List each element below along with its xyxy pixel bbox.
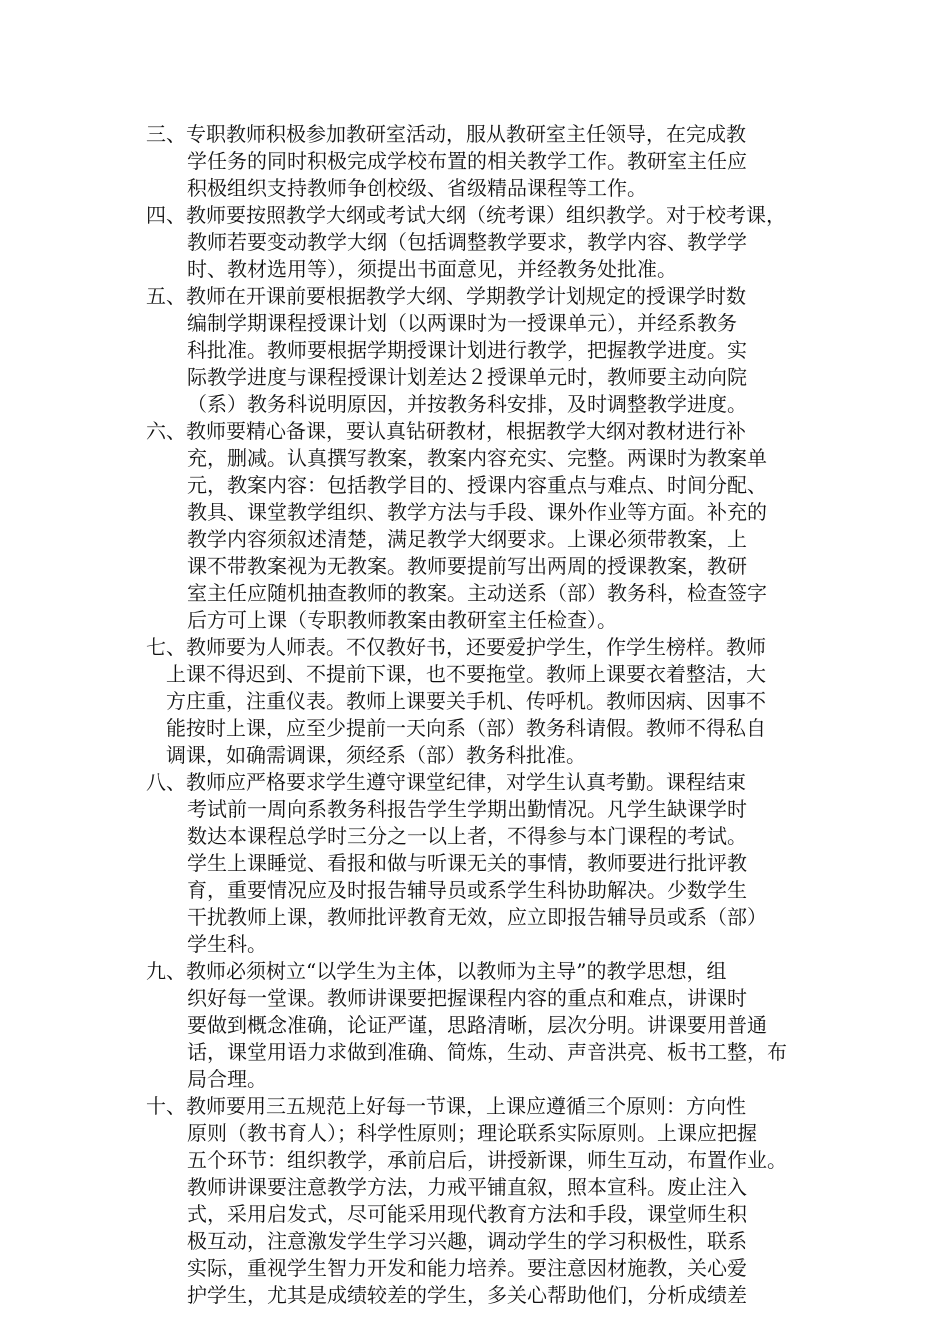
section-6-line-3 <box>0 471 950 499</box>
body-text: 后方可上课（专职教师教案由教研室主任检查）。 <box>187 608 617 632</box>
section-9-line-4 <box>0 1038 950 1066</box>
body-text: 际教学进度与课程授课计划差达２授课单元时，教师要主动向院 <box>187 365 747 389</box>
section-10-line-3 <box>0 1146 950 1174</box>
section-3-line-2 <box>0 147 950 175</box>
body-text: 方庄重，注重仪表。教师上课要关手机、传呼机。教师因病、因事不 <box>166 689 766 713</box>
section-6-line-7 <box>0 579 950 607</box>
body-text: 科批准。教师要根据学期授课计划进行教学，把握教学进度。实 <box>187 338 747 362</box>
body-text: 织好每一堂课。教师讲课要把握课程内容的重点和难点，讲课时 <box>187 986 747 1010</box>
section-5-line-2 <box>0 309 950 337</box>
section-6-line-8 <box>0 606 950 634</box>
body-text: 护学生，尤其是成绩较差的学生，多关心帮助他们，分析成绩差 <box>187 1283 747 1307</box>
section-8-heading-text: 八、教师应严格要求学生遵守课堂纪律，对学生认真考勤。课程结束 <box>146 770 746 794</box>
section-7-line-1 <box>0 633 950 661</box>
section-3-line-1 <box>0 120 950 148</box>
section-4-line-2 <box>0 228 950 256</box>
body-text: 上课不得迟到、不提前下课，也不要拖堂。教师上课要衣着整洁，大 <box>166 662 766 686</box>
section-9-heading-text: 九、教师必须树立“以学生为主体，以教师为主导”的教学思想，组 <box>146 959 727 983</box>
section-8-line-2 <box>0 795 950 823</box>
section-4-line-3 <box>0 255 950 283</box>
body-text: 干扰教师上课，教师批评教育无效，应立即报告辅导员或系（部） <box>187 905 767 929</box>
section-8-line-3 <box>0 822 950 850</box>
section-6-line-1 <box>0 417 950 445</box>
body-text: 元，教案内容：包括教学目的、授课内容重点与难点、时间分配、 <box>187 473 767 497</box>
section-6-line-6 <box>0 552 950 580</box>
section-7-heading-text: 七、教师要为人师表。不仅教好书，还要爱护学生，作学生榜样。教师 <box>146 635 766 659</box>
section-7-line-3 <box>0 687 950 715</box>
section-10-line-8 <box>0 1281 950 1309</box>
section-9-line-1 <box>0 957 950 985</box>
section-9-line-3 <box>0 1011 950 1039</box>
section-5-line-4 <box>0 363 950 391</box>
body-text: 式，采用启发式，尽可能采用现代教育方法和手段，课堂师生积 <box>187 1202 747 1226</box>
body-text: 话，课堂用语力求做到准确、简炼，生动、声音洪亮、板书工整，布 <box>187 1040 787 1064</box>
section-9-line-2 <box>0 984 950 1012</box>
body-text: 编制学期课程授课计划（以两课时为一授课单元），并经系教务 <box>187 311 737 335</box>
body-text: 局合理。 <box>187 1067 267 1091</box>
section-5-line-3 <box>0 336 950 364</box>
section-5-heading-text: 五、教师在开课前要根据教学大纲、学期教学计划规定的授课学时数 <box>146 284 746 308</box>
body-text: 学生上课睡觉、看报和做与听课无关的事情，教师要进行批评教 <box>187 851 747 875</box>
body-text: 教师若要变动教学大纲（包括调整教学要求，教学内容、教学学 <box>187 230 747 254</box>
body-text: 实际，重视学生智力开发和能力培养。要注意因材施教，关心爱 <box>187 1256 747 1280</box>
body-text: 教学内容须叙述清楚，满足教学大纲要求。上课必须带教案，上 <box>187 527 747 551</box>
body-text: 育，重要情况应及时报告辅导员或系学生科协助解决。少数学生 <box>187 878 747 902</box>
body-text: 时、教材选用等），须提出书面意见，并经教务处批准。 <box>187 257 677 281</box>
body-text: 五个环节：组织教学，承前启后，讲授新课，师生互动，布置作业。 <box>187 1148 787 1172</box>
section-10-line-2 <box>0 1119 950 1147</box>
body-text: 教师讲课要注意教学方法，力戒平铺直叙，照本宣科。废止注入 <box>187 1175 747 1199</box>
section-6-line-5 <box>0 525 950 553</box>
body-text: 课不带教案视为无教案。教师要提前写出两周的授课教案，教研 <box>187 554 747 578</box>
section-5-line-5 <box>0 390 950 418</box>
section-8-line-4 <box>0 849 950 877</box>
body-text: 积极组织支持教师争创校级、省级精品课程等工作。 <box>187 176 647 200</box>
section-8-line-5 <box>0 876 950 904</box>
section-10-line-5 <box>0 1200 950 1228</box>
body-text: 极互动，注意激发学生学习兴趣，调动学生的学习积极性，联系 <box>187 1229 747 1253</box>
section-4-line-1 <box>0 201 950 229</box>
body-text: 教具、课堂教学组织、教学方法与手段、课外作业等方面。补充的 <box>187 500 767 524</box>
body-text: 调课，如确需调课，须经系（部）教务科批准。 <box>166 743 586 767</box>
body-text: 学生科。 <box>187 932 267 956</box>
section-8-line-6 <box>0 903 950 931</box>
section-9-line-5 <box>0 1065 950 1093</box>
body-text: 能按时上课，应至少提前一天向系（部）教务科请假。教师不得私自 <box>166 716 766 740</box>
section-6-line-4 <box>0 498 950 526</box>
section-10-heading-text: 十、教师要用三五规范上好每一节课，上课应遵循三个原则：方向性 <box>146 1094 746 1118</box>
body-text: 充，删减。认真撰写教案，教案内容充实、完整。两课时为教案单 <box>187 446 767 470</box>
section-4-heading-text: 四、教师要按照教学大纲或考试大纲（统考课）组织教学。对于校考课， <box>146 203 786 227</box>
body-text: 室主任应随机抽查教师的教案。主动送系（部）教务科，检查签字 <box>187 581 767 605</box>
body-text: 学任务的同时积极完成学校布置的相关教学工作。教研室主任应 <box>187 149 747 173</box>
section-5-line-1 <box>0 282 950 310</box>
body-text: 原则（教书育人）；科学性原则；理论联系实际原则。上课应把握 <box>187 1121 757 1145</box>
section-10-line-1 <box>0 1092 950 1120</box>
section-3-line-3 <box>0 174 950 202</box>
section-10-line-6 <box>0 1227 950 1255</box>
section-6-heading-text: 六、教师要精心备课，要认真钻研教材，根据教学大纲对教材进行补 <box>146 419 746 443</box>
section-3-heading-text: 三、专职教师积极参加教研室活动，服从教研室主任领导，在完成教 <box>146 122 746 146</box>
section-10-line-4 <box>0 1173 950 1201</box>
section-7-line-2 <box>0 660 950 688</box>
body-text: 要做到概念准确，论证严谨，思路清晰，层次分明。讲课要用普通 <box>187 1013 767 1037</box>
section-8-line-7 <box>0 930 950 958</box>
section-6-line-2 <box>0 444 950 472</box>
body-text: 数达本课程总学时三分之一以上者，不得参与本门课程的考试。 <box>187 824 747 848</box>
section-10-line-7 <box>0 1254 950 1282</box>
body-text: （系）教务科说明原因，并按教务科安排，及时调整教学进度。 <box>187 392 747 416</box>
body-text: 考试前一周向系教务科报告学生学期出勤情况。凡学生缺课学时 <box>187 797 747 821</box>
section-8-line-1 <box>0 768 950 796</box>
section-7-line-5 <box>0 741 950 769</box>
section-7-line-4 <box>0 714 950 742</box>
